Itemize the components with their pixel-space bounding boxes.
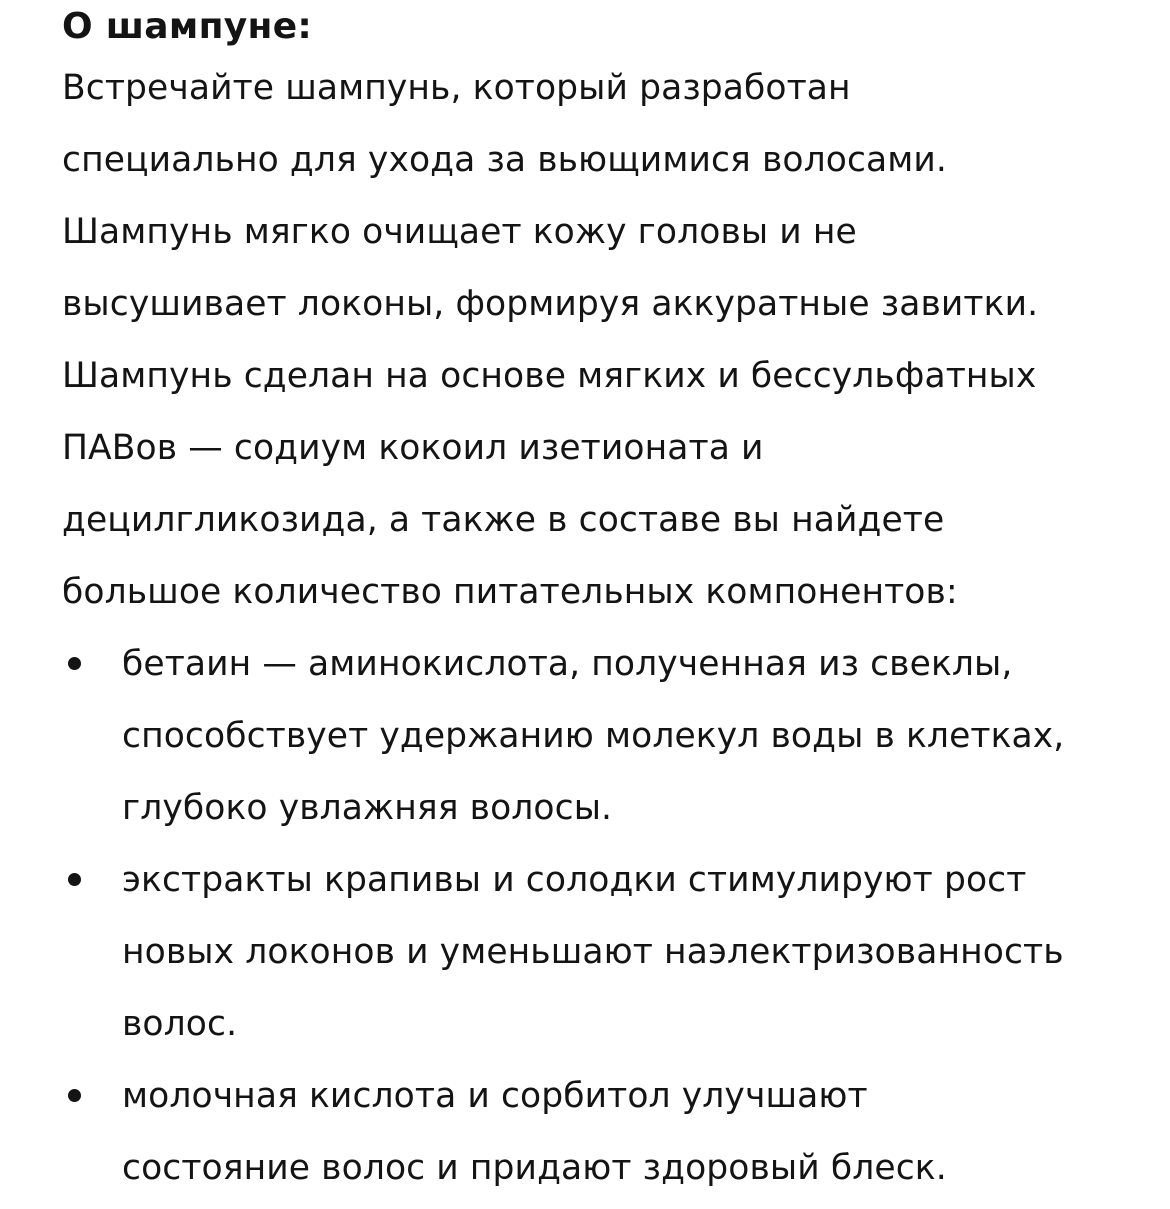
item-line: способствует удержанию молекул воды в клетках, bbox=[122, 716, 1065, 756]
intro-line: ПАВов — содиум кокоил изетионата и bbox=[62, 428, 764, 468]
ingredient-item-betaine bbox=[62, 628, 1142, 844]
intro-line: Шампунь мягко очищает кожу головы и не bbox=[62, 212, 857, 252]
item-line: молочная кислота и сорбитол улучшают bbox=[122, 1076, 868, 1116]
intro-line: Шампунь сделан на основе мягких и бессульфатных bbox=[62, 356, 1037, 396]
intro-line: Встречайте шампунь, который разработан bbox=[62, 68, 851, 108]
bullet-icon bbox=[68, 657, 81, 670]
ingredient-item-lactic-acid bbox=[62, 1060, 1142, 1204]
item-line: экстракты крапивы и солодки стимулируют рост bbox=[122, 860, 1027, 900]
ingredient-item-extracts bbox=[62, 844, 1142, 1060]
product-description bbox=[62, 0, 1142, 1204]
item-line: волос. bbox=[122, 1004, 238, 1044]
bullet-icon bbox=[68, 873, 81, 886]
ingredient-list bbox=[62, 628, 1142, 1204]
item-line: бетаин — аминокислота, полученная из свеклы, bbox=[122, 644, 1013, 684]
intro-line: высушивает локоны, формируя аккуратные завитки. bbox=[62, 284, 1039, 324]
section-heading: О шампуне: bbox=[62, 6, 313, 47]
intro-line: специально для ухода за вьющимися волосами. bbox=[62, 140, 947, 180]
intro-line: децилгликозида, а также в составе вы найдете bbox=[62, 500, 945, 540]
item-line: новых локонов и уменьшают наэлектризованность bbox=[122, 932, 1064, 972]
item-line: глубоко увлажняя волосы. bbox=[122, 788, 613, 828]
item-line: состояние волос и придают здоровый блеск. bbox=[122, 1148, 947, 1188]
intro-line: большое количество питательных компонентов: bbox=[62, 572, 958, 612]
intro-paragraph bbox=[62, 52, 1142, 628]
bullet-icon bbox=[68, 1089, 81, 1102]
